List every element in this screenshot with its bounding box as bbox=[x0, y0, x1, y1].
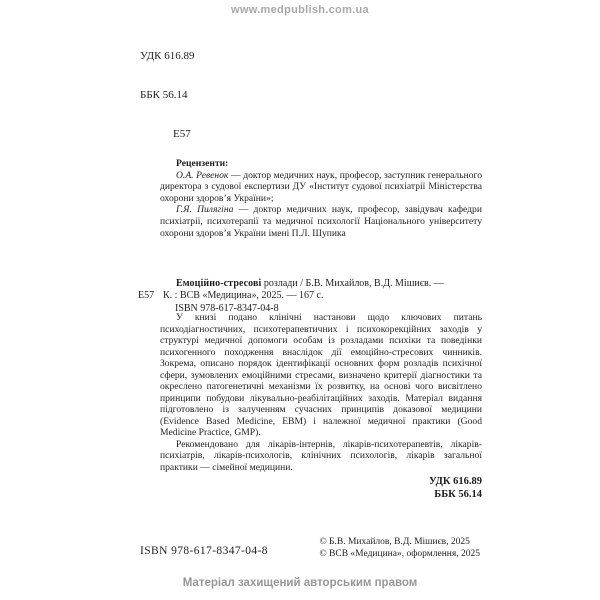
book-imprint: К. : ВСВ «Медицина», 2025. — 167 с. bbox=[163, 290, 324, 302]
catalog-entry bbox=[138, 278, 483, 315]
author-sign-code: Е57 bbox=[173, 128, 191, 140]
book-authors: розлади / Б.В. Михайлов, В.Д. Мішиєв. — bbox=[261, 278, 444, 289]
annotation-section bbox=[160, 312, 482, 501]
reviewers-heading: Рецензенти: bbox=[176, 158, 229, 169]
reviewers-section bbox=[160, 158, 482, 239]
annotation-paragraph-1: У книзі подано клінічні настанови щодо ключових питань психодіагностичних, психотерапевтичних і психокорекційних заходів у структурі медичної допомоги особам із розладами психіки та поведінки психогенного походження внаслідок дії емоційно-стресових чинників. Зокрема, описано порядок ідентифікації основних форм розладів психічної сфери, зумовлених емоційними стресами, визначено критерії діагностики та окреслено патогенетичні механізми їх розвитку, на основі чого висвітлено принципи побудови лікувально-реабілітаційних заходів. Матеріал видання підготовлено із залученням сучасних принципів доказової медицини (Evidence Based Medicine, EBM) і належної медичної практики (Good Medicine Practice, GMP). bbox=[160, 312, 482, 438]
bottom-classification-codes bbox=[160, 476, 482, 501]
copyright-protection-notice: Матеріал захищений авторським правом bbox=[182, 577, 418, 589]
reviewer-text: — доктор медичних наук, професор, завідувач кафедри психіатрії, психотерапії та медичної психології Національного університету охорони здоров’я України імені П.Л. Шупика bbox=[160, 204, 482, 239]
reviewer-item bbox=[160, 170, 482, 205]
publisher-watermark: www.medpublish.com.ua bbox=[231, 4, 369, 16]
annotation-paragraph-2: Рекомендовано для лікарів-інтернів, лікарів-психотерапевтів, лікарів-психіатрів, лікарів-психологів, клінічних психологів, лікарів загальної практики — сімейної медицини. bbox=[160, 438, 482, 473]
copyright-line-authors: © Б.В. Михайлов, В.Д. Мішиєв, 2025 bbox=[319, 537, 470, 547]
reviewer-name: О.А. Ревенок bbox=[176, 169, 229, 181]
reviewer-item bbox=[160, 204, 482, 239]
top-classification-codes bbox=[140, 24, 195, 167]
isbn-footer: ISBN 978-617-8347-04-8 bbox=[140, 545, 268, 557]
book-isbn: ISBN 978-617-8347-04-8 bbox=[175, 302, 279, 314]
udk-code: УДК 616.89 bbox=[140, 50, 195, 62]
reviewer-name: Г.Я. Пилягіна bbox=[176, 204, 234, 216]
udk-code-footer: УДК 616.89 bbox=[429, 476, 482, 487]
book-title-line bbox=[163, 278, 483, 290]
copyright-line-publisher: © ВСВ «Медицина», оформлення, 2025 bbox=[319, 548, 480, 559]
book-title: Емоційно-стресові bbox=[176, 278, 262, 289]
reviewer-text: — доктор медичних наук, професор, заступник генерального директора з судової експертизи ДУ «Інститут судової психіатрії Міністерства охорони здоров’я України»; bbox=[160, 169, 482, 204]
copyright-block bbox=[319, 537, 480, 561]
catalog-author-sign: Е57 bbox=[138, 290, 155, 302]
bbk-code: ББК 56.14 bbox=[140, 89, 188, 101]
catalog-text bbox=[163, 278, 483, 315]
bbk-code-footer: ББК 56.14 bbox=[434, 488, 482, 500]
